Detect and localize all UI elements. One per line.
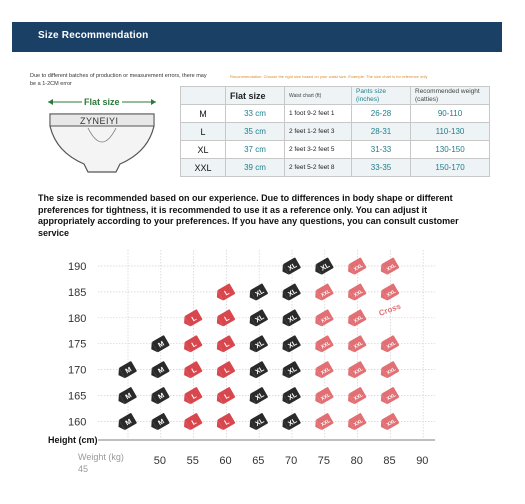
col-flat-size: Flat size [226, 87, 285, 105]
size-tag [312, 335, 334, 354]
x-tick-label: 90 [416, 455, 429, 467]
y-axis-label: Height (cm) [48, 435, 98, 445]
size-tag [345, 283, 367, 302]
size-tag [247, 387, 269, 406]
size-tag [148, 387, 170, 406]
x-tick-label: 80 [350, 455, 363, 467]
size-tag-label: XXL [320, 340, 332, 351]
size-tag [181, 335, 203, 354]
size-tag [148, 413, 170, 432]
size-tag [312, 309, 334, 328]
size-tag [279, 257, 301, 276]
size-tag-label: XXL [385, 366, 398, 377]
size-tag [247, 361, 269, 380]
size-tag-label: M [157, 340, 166, 350]
size-tag-label: XL [287, 417, 299, 428]
x-tick-label: 55 [186, 455, 199, 467]
table-row: XL 37 cm 2 feet 3-2 feet 5 31-33 130-150 [181, 141, 490, 159]
size-tag-label: XXL [352, 314, 365, 325]
size-tag [345, 413, 367, 432]
size-tag-label: XXL [352, 418, 365, 429]
size-tag [378, 413, 400, 432]
size-tag-label: M [124, 418, 134, 428]
size-tag [148, 335, 170, 354]
size-tag-label: XXL [385, 262, 398, 273]
size-tag-label: XL [287, 339, 299, 351]
size-tag-label: M [157, 392, 166, 402]
x-tick-label: 75 [317, 455, 331, 467]
x-tick-label: 50 [153, 455, 167, 467]
size-tag [345, 361, 367, 380]
size-tag-label: XXL [352, 366, 365, 377]
size-tag-label: XL [287, 262, 299, 273]
size-tag-label: XL [254, 417, 266, 428]
size-disclaimer: The size is recommended based on our experience. Due to differences in body shape or different preferences for tightness, it is recommended to use it as a reference only. You can adjust it appropriately according to your preferences. If you have any questions, you can consult customer service [38, 193, 459, 238]
y-tick-label: 180 [68, 312, 87, 325]
size-tag [214, 361, 236, 380]
size-tag [115, 361, 137, 380]
size-tag-label: L [190, 366, 198, 376]
size-tag-label: XXL [320, 418, 332, 429]
size-tag [312, 413, 334, 432]
size-tag-label: M [124, 366, 134, 376]
size-tag [378, 335, 400, 354]
size-tag [181, 361, 203, 380]
size-tag-label: L [223, 418, 231, 427]
size-tag [247, 309, 269, 328]
size-tag [214, 309, 236, 328]
size-tag-label: XL [319, 262, 332, 273]
size-tag [279, 361, 301, 380]
measurement-note: Due to different batches of production or measurement errors, there may be a 1-2CM error [30, 73, 207, 87]
size-tag-label: XXL [320, 314, 332, 325]
size-tag [279, 335, 301, 354]
size-tag [214, 283, 236, 302]
size-tag-label: XL [254, 287, 266, 299]
y-tick-label: 165 [68, 390, 87, 403]
size-tag-label: L [223, 392, 231, 401]
size-tag-label: L [190, 418, 198, 427]
size-tag [312, 257, 334, 276]
x-tick-label: 60 [219, 455, 232, 467]
size-tag [247, 413, 269, 432]
size-tag-label: XXL [352, 392, 365, 403]
x-tick-label: 85 [383, 455, 396, 467]
size-tag [345, 309, 367, 328]
size-tag-label: XXL [352, 288, 365, 299]
size-tag-label: XXL [320, 392, 332, 403]
size-tag [115, 387, 137, 406]
size-tag [312, 387, 334, 406]
size-tag [279, 283, 301, 302]
x-tick-label: 70 [285, 455, 298, 467]
y-tick-label: 185 [68, 286, 87, 299]
x-tick-label: 65 [252, 455, 265, 467]
col-weight: Recommended weight (catties) [411, 87, 490, 105]
size-tag [378, 257, 400, 276]
y-tick-label: 160 [68, 416, 87, 429]
size-tag-label: XL [254, 339, 266, 351]
col-waist: Waist chart (ft) [285, 87, 352, 105]
y-tick-label: 170 [68, 364, 87, 377]
size-tag-label: L [190, 314, 198, 324]
size-tag-label: L [190, 340, 198, 350]
size-tag-label: M [157, 418, 166, 428]
size-tag-label: M [157, 366, 166, 376]
table-row: XXL 39 cm 2 feet 5-2 feet 8 33-35 150-170 [181, 159, 490, 177]
size-tag-label: L [223, 366, 231, 376]
size-tag-label: XXL [352, 340, 365, 351]
size-tag [378, 283, 400, 302]
recommendation-note: Recommendation: Choose the right size based on your waist size. Example: The size chart is for reference only [230, 74, 428, 79]
size-tag [345, 335, 367, 354]
size-tag-label: XL [287, 313, 299, 325]
size-tag-label: XL [254, 365, 266, 377]
size-tag [148, 361, 170, 380]
size-tag [247, 335, 269, 354]
y-tick-label: 190 [68, 261, 87, 273]
size-tag [181, 387, 203, 406]
size-tag-label: XL [254, 313, 266, 325]
size-tag [345, 257, 367, 276]
size-tag-label: XXL [320, 366, 332, 377]
x-tick-label: 45 [78, 464, 89, 474]
size-tag-label: L [190, 392, 198, 401]
size-tag [345, 387, 367, 406]
size-tag-label: L [223, 314, 231, 324]
size-tag-label: L [223, 340, 231, 350]
flat-size-label: Flat size [84, 97, 120, 107]
size-tag-label: XXL [320, 288, 332, 299]
size-tag [279, 387, 301, 406]
cross-label: Cross [377, 301, 403, 318]
size-tag-label: XXL [385, 418, 398, 429]
size-tag-label: XXL [352, 262, 365, 273]
size-tag [181, 309, 203, 328]
size-tag-label: XXL [385, 392, 398, 403]
size-tag [115, 413, 137, 432]
size-tag [214, 335, 236, 354]
size-tag [214, 387, 236, 406]
size-tag [214, 413, 236, 432]
size-tag-label: XL [254, 391, 266, 403]
size-tag-label: XXL [385, 340, 398, 351]
table-row: L 35 cm 2 feet 1-2 feet 3 28-31 110-130 [181, 123, 490, 141]
col-pants: Pants size (inches) [352, 87, 411, 105]
page-title: Size Recommendation [38, 30, 149, 41]
size-tag [378, 387, 400, 406]
size-tag-label: L [223, 289, 231, 298]
y-tick-label: 175 [68, 338, 87, 351]
size-tag-label: XL [287, 287, 299, 299]
size-tag [279, 413, 301, 432]
size-tag-label: XL [287, 365, 299, 377]
size-tag [279, 309, 301, 328]
x-axis-label: Weight (kg) [78, 452, 124, 462]
size-tag [378, 361, 400, 380]
size-tag [312, 283, 334, 302]
brand-label: ZYNEIYI [80, 116, 119, 126]
size-tag-label: XXL [385, 288, 398, 299]
size-tag [312, 361, 334, 380]
size-tag-label: M [124, 392, 134, 402]
size-tag-label: XL [287, 391, 299, 403]
size-tag [247, 283, 269, 302]
size-tag [181, 413, 203, 432]
table-row: M 33 cm 1 foot 9-2 feet 1 26-28 90-110 [181, 105, 490, 123]
